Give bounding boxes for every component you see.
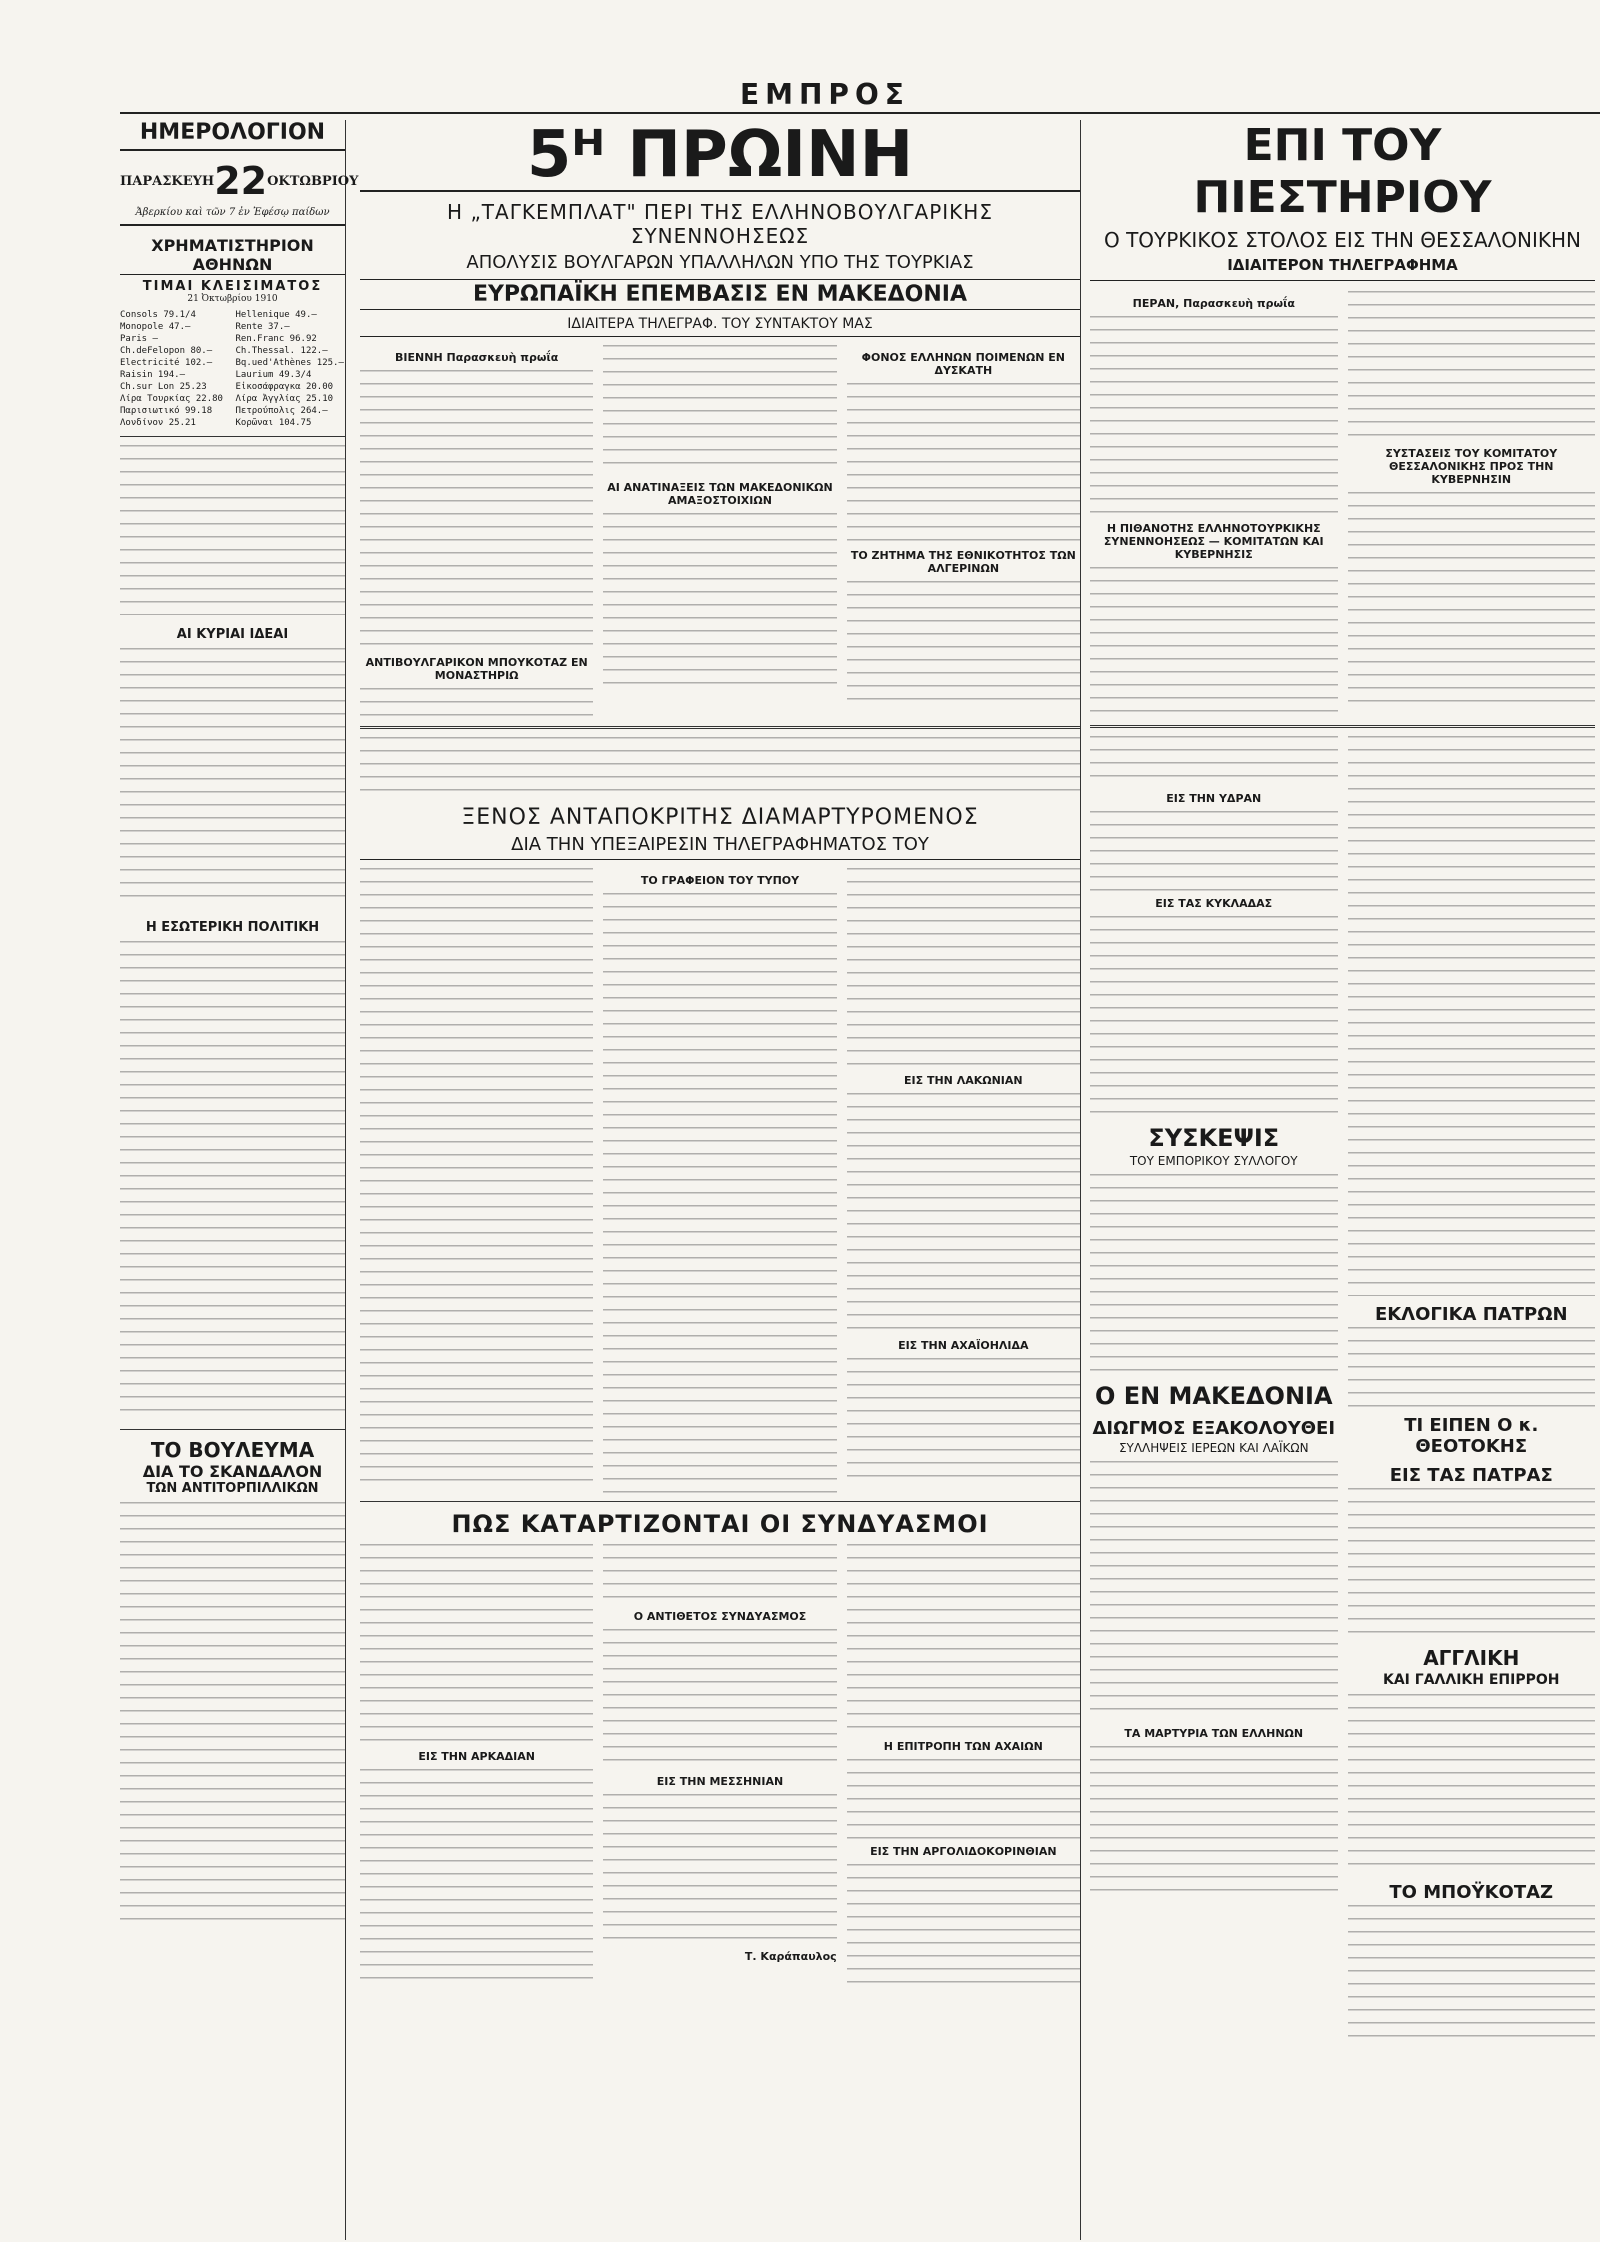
article-text <box>120 941 345 1421</box>
article-text <box>360 1769 593 1989</box>
article-text <box>1348 291 1596 441</box>
article-column <box>1348 291 1596 717</box>
rate-item: Ren.Franc 96.92 <box>235 334 317 344</box>
rate-item: Ch.sur Lon 25.23 <box>120 382 207 392</box>
article-text <box>1090 316 1338 516</box>
article-text <box>603 893 836 1493</box>
divider <box>360 1501 1080 1502</box>
article-column <box>1090 291 1338 717</box>
article-columns <box>360 1544 1080 1994</box>
article-text <box>847 581 1080 701</box>
article-columns <box>360 868 1080 1493</box>
mid-headline: ΞΕΝΟΣ ΑΝΤΑΠΟΚΡΙΤΗΣ ΔΙΑΜΑΡΤΥΡΟΜΕΝΟΣ <box>461 805 979 830</box>
right-headline: ΕΠΙ ΤΟΥ ΠΙΕΣΤΗΡΙΟΥ <box>1193 120 1492 223</box>
article-text <box>1090 811 1338 891</box>
article-columns <box>1090 291 1595 717</box>
right-subheadline: Ο ΤΟΥΡΚΙΚΟΣ ΣΤΟΛΟΣ ΕΙΣ ΤΗΝ ΘΕΣΣΑΛΟΝΙΚΗΝ <box>1103 228 1582 252</box>
article-text <box>603 1544 836 1604</box>
section-heading-ti-eipen: ΤΙ ΕΙΠΕΝ Ο κ. ΘΕΟΤΟΚΗΣ <box>1404 1415 1539 1457</box>
divider <box>120 436 345 437</box>
exchange-rates <box>120 310 345 428</box>
subhead: ΕΙΣ ΤΑΣ ΚΥΚΛΑΔΑΣ <box>1155 897 1273 910</box>
exchange-date: 21 Ὀκτωβρίου 1910 <box>187 294 278 304</box>
article-text <box>1348 1488 1596 1638</box>
rate-item: Hellenique 49.— <box>235 310 317 320</box>
rate-item: Πετρούπολις 264.— <box>235 406 328 416</box>
article-column <box>360 1544 593 1994</box>
main-headline: Η „ΤΑΓΚΕΜΠΛΑΤ" ΠΕΡΙ ΤΗΣ ΕΛΛΗΝΟΒΟΥΛΓΑΡΙΚΗΣ ΣΥΝΕΝΝΟΗΣΕΩΣ <box>447 200 993 248</box>
subhead: ΕΙΣ ΤΗΝ ΑΧΑΪΟΗΛΙΔΑ <box>898 1339 1029 1352</box>
article-column <box>1090 736 1338 2045</box>
subhead: ΣΥΣΤΑΣΕΙΣ ΤΟΥ ΚΟΜΙΤΑΤΟΥ ΘΕΣΣΑΛΟΝΙΚΗΣ ΠΡΟΣ ΤΗΝ ΚΥΒΕΡΝΗΣΙΝ <box>1385 447 1558 486</box>
section-heading-anglikh: ΑΓΓΛΙΚΗ <box>1423 1646 1520 1670</box>
divider <box>360 726 1080 729</box>
rate-item: Consols 79.1/4 <box>120 310 196 320</box>
subhead: Η ΕΠΙΤΡΟΠΗ ΤΩΝ ΑΧΑΙΩΝ <box>883 1740 1043 1753</box>
signature: Τ. Καράπαυλος <box>744 1950 837 1963</box>
section-heading-syskepsis: ΣΥΣΚΕΨΙΣ <box>1148 1124 1280 1152</box>
subhead: ΕΙΣ ΤΗΝ ΑΡΓΟΛΙΔΟΚΟΡΙΝΘΙΑΝ <box>870 1845 1057 1858</box>
main-subheadline: ΑΠΟΛΥΣΙΣ ΒΟΥΛΓΑΡΩΝ ΥΠΑΛΛΗΛΩΝ ΥΠΟ ΤΗΣ ΤΟΥΡΚΙΑΣ <box>466 252 974 273</box>
dateline: ΒΙΕΝΝΗ Παρασκευὴ πρωΐα <box>395 351 559 364</box>
section-subheading-syskepsis: ΤΟΥ ΕΜΠΟΡΙΚΟΥ ΣΥΛΛΟΓΟΥ <box>1129 1154 1298 1168</box>
article-text <box>360 370 593 650</box>
exchange-subtitle: ΤΙΜΑΙ ΚΛΕΙΣΙΜΑΤΟΣ <box>142 279 323 294</box>
dateline: ΠΕΡΑΝ, Παρασκευὴ πρωΐα <box>1132 297 1295 310</box>
rate-item: Electricité 102.— <box>120 358 213 368</box>
left-column <box>120 120 359 2240</box>
calendar-date <box>120 159 359 203</box>
section-heading-kyriai-ideai: ΑΙ ΚΥΡΙΑΙ ΙΔΕΑΙ <box>176 627 289 642</box>
rate-item: Λίρα Τουρκίας 22.80 <box>120 394 223 404</box>
rate-item: Monopole 47.— <box>120 322 191 332</box>
section-heading-politiki: Η ΕΣΩΤΕΡΙΚΗ ΠΟΛΙΤΙΚΗ <box>145 920 320 935</box>
calendar-month: ΟΚΤΩΒΡΙΟΥ <box>267 173 359 189</box>
article-text <box>847 383 1080 543</box>
section-heading-boykotaz: ΤΟ ΜΠΟΫΚΟΤΑΖ <box>1389 1882 1554 1903</box>
article-column <box>360 868 593 1493</box>
article-text <box>360 1544 593 1744</box>
right-subheadline-2: ΙΔΙΑΙΤΕΡΟΝ ΤΗΛΕΓΡΑΦΗΜΑ <box>1090 256 1595 281</box>
article-text <box>847 1759 1080 1839</box>
article-columns <box>1090 736 1595 2045</box>
article-text <box>360 737 1080 797</box>
article-text <box>360 868 593 1488</box>
rate-item: Bq.ued'Athènes 125.— <box>235 358 344 368</box>
subhead: ΑΙ ΑΝΑΤΙΝΑΞΕΙΣ ΤΩΝ ΜΑΚΕΔΟΝΙΚΩΝ ΑΜΑΞΟΣΤΟΙΧΙΩΝ <box>607 481 833 507</box>
mid-subheadline: ΔΙΑ ΤΗΝ ΥΠΕΞΑΙΡΕΣΙΝ ΤΗΛΕΓΡΑΦΗΜΑΤΟΣ ΤΟΥ <box>360 834 1080 860</box>
article-text <box>1348 1694 1596 1874</box>
article-column <box>847 1544 1080 1994</box>
section-subheading-diogmos: ΣΥΛΛΗΨΕΙΣ ΙΕΡΕΩΝ ΚΑΙ ΛΑΪΚΩΝ <box>1118 1441 1309 1455</box>
subhead: ΕΙΣ ΤΗΝ ΜΕΣΣΗΝΙΑΝ <box>656 1775 784 1788</box>
article-text <box>1090 1461 1338 1721</box>
rate-item: Κορῶναι 104.75 <box>235 418 312 428</box>
section-subheading-galliki: ΚΑΙ ΓΑΛΛΙΚΗ ΕΠΙΡΡΟΗ <box>1383 1672 1560 1688</box>
article-text <box>1090 916 1338 1116</box>
subhead: Η ΠΙΘΑΝΟΤΗΣ ΕΛΛΗΝΟΤΟΥΡΚΙΚΗΣ ΣΥΝΕΝΝΟΗΣΕΩΣ — ΚΟΜΙΤΑΤΩΝ ΚΑΙ ΚΥΒΕΡΝΗΣΙΣ <box>1103 522 1324 561</box>
rate-item: Λονδίνον 25.21 <box>120 418 196 428</box>
section-heading-skandalon: ΔΙΑ ΤΟ ΣΚΑΝΔΑΛΟΝ <box>142 1462 323 1481</box>
article-text <box>1348 1327 1596 1407</box>
subhead: ΕΙΣ ΤΗΝ ΥΔΡΑΝ <box>1166 792 1262 805</box>
low-headline: ΠΩΣ ΚΑΤΑΡΤΙΖΟΝΤΑΙ ΟΙ ΣΥΝΔΥΑΣΜΟΙ <box>451 1510 989 1538</box>
article-text <box>120 445 345 615</box>
masthead <box>120 78 1600 114</box>
article-text <box>847 1093 1080 1333</box>
rate-item: Laurium 49.3/4 <box>235 370 312 380</box>
subhead: ΕΙΣ ΤΗΝ ΛΑΚΩΝΙΑΝ <box>904 1074 1023 1087</box>
exchange-title: ΧΡΗΜΑΤΙΣΤΗΡΙΟΝ ΑΘΗΝΩΝ <box>120 236 345 275</box>
right-column <box>1090 120 1595 2240</box>
calendar-date-num: 22 <box>214 159 268 203</box>
section-heading-eis-patras: ΕΙΣ ΤΑΣ ΠΑΤΡΑΣ <box>1389 1465 1553 1486</box>
section-heading-eklogika: ΕΚΛΟΓΙΚΑ ΠΑΤΡΩΝ <box>1374 1304 1568 1325</box>
rate-item: Λίρα Ἀγγλίας 25.10 <box>235 394 334 404</box>
article-text <box>847 868 1080 1068</box>
article-text <box>1090 736 1338 786</box>
subhead: ΦΟΝΟΣ ΕΛΛΗΝΩΝ ΠΟΙΜΕΝΩΝ ΕΝ ΔΥΣΚΑΤΗ <box>861 351 1065 377</box>
article-text <box>360 688 593 718</box>
edition-title: 5ᴴ ΠΡΩΙΝΗ <box>360 120 1080 192</box>
rate-item: Paris — <box>120 334 158 344</box>
subhead: ΑΝΤΙΒΟΥΛΓΑΡΙΚΟΝ ΜΠΟΥΚΟΤΑΖ ΕΝ ΜΟΝΑΣΤΗΡΙΩ <box>365 656 588 682</box>
subhead: Ο ΑΝΤΙΘΕΤΟΣ ΣΥΝΔΥΑΣΜΟΣ <box>633 1610 807 1623</box>
subhead: ΤΑ ΜΑΡΤΥΡΙΑ ΤΩΝ ΕΛΛΗΝΩΝ <box>1124 1727 1304 1740</box>
article-text <box>603 1794 836 1944</box>
article-text <box>603 1629 836 1769</box>
rate-item: Rente 37.— <box>235 322 290 332</box>
masthead-title: ΕΜΠΡΟΣ <box>740 78 910 111</box>
article-text <box>1090 1174 1338 1374</box>
rate-item: Εἰκοσάφραγκα 20.00 <box>235 382 334 392</box>
section-heading-diogmos: ΔΙΩΓΜΟΣ ΕΞΑΚΟΛΟΥΘΕΙ <box>1092 1418 1336 1439</box>
calendar-day: ΠΑΡΑΣΚΕΥΗ <box>120 173 215 189</box>
section-heading-voulevma: ΤΟ ΒΟΥΛΕΥΜΑ <box>150 1438 315 1462</box>
article-text <box>603 513 836 693</box>
article-text <box>1348 492 1596 712</box>
divider <box>120 1429 345 1430</box>
subhead: ΤΟ ΓΡΑΦΕΙΟΝ ΤΟΥ ΤΥΠΟΥ <box>640 874 800 887</box>
subhead: ΤΟ ΖΗΤΗΜΑ ΤΗΣ ΕΘΝΙΚΟΤΗΤΟΣ ΤΩΝ ΑΛΓΕΡΙΝΩΝ <box>850 549 1076 575</box>
article-columns <box>360 345 1080 718</box>
article-text <box>1348 1905 1596 2045</box>
section-heading-macedonia: Ο ΕΝ ΜΑΚΕΔΟΝΙΑ <box>1094 1382 1333 1410</box>
article-text <box>1090 1746 1338 1896</box>
article-text <box>1090 567 1338 717</box>
rate-item: Ch.Thessal. 122.— <box>235 346 328 356</box>
article-text <box>120 1502 345 1922</box>
main-subheadline-2: ΕΥΡΩΠΑΪΚΗ ΕΠΕΜΒΑΣΙΣ ΕΝ ΜΑΚΕΔΟΝΙΑ <box>360 279 1080 310</box>
center-column <box>360 120 1081 2240</box>
rate-item: Raisin 194.— <box>120 370 186 380</box>
article-column <box>847 345 1080 718</box>
article-text <box>847 1358 1080 1488</box>
rate-item: Παρισιωτικό 99.18 <box>120 406 213 416</box>
article-column <box>603 868 836 1493</box>
article-column <box>1348 736 1596 2045</box>
article-column <box>847 868 1080 1493</box>
calendar-saint: Ἀβερκίου καὶ τῶν 7 ἐν Ἐφέσῳ παίδων <box>120 207 345 226</box>
article-column <box>360 345 593 718</box>
article-text <box>1348 736 1596 1296</box>
article-column <box>603 345 836 718</box>
article-text <box>120 648 345 908</box>
article-text <box>603 345 836 475</box>
section-heading-antitorpil: ΤΩΝ ΑΝΤΙΤΟΡΠΙΛΛΙΚΩΝ <box>146 1481 319 1496</box>
article-text <box>847 1544 1080 1734</box>
rate-item: Ch.deFelopon 80.— <box>120 346 213 356</box>
article-column <box>603 1544 836 1994</box>
divider <box>1090 725 1595 728</box>
calendar-title: ΗΜΕΡΟΛΟΓΙΟΝ <box>120 120 345 151</box>
article-text <box>847 1864 1080 1994</box>
main-subheadline-3: ΙΔΙΑΙΤΕΡΑ ΤΗΛΕΓΡΑΦ. ΤΟΥ ΣΥΝΤΑΚΤΟΥ ΜΑΣ <box>360 316 1080 337</box>
subhead: ΕΙΣ ΤΗΝ ΑΡΚΑΔΙΑΝ <box>418 1750 535 1763</box>
